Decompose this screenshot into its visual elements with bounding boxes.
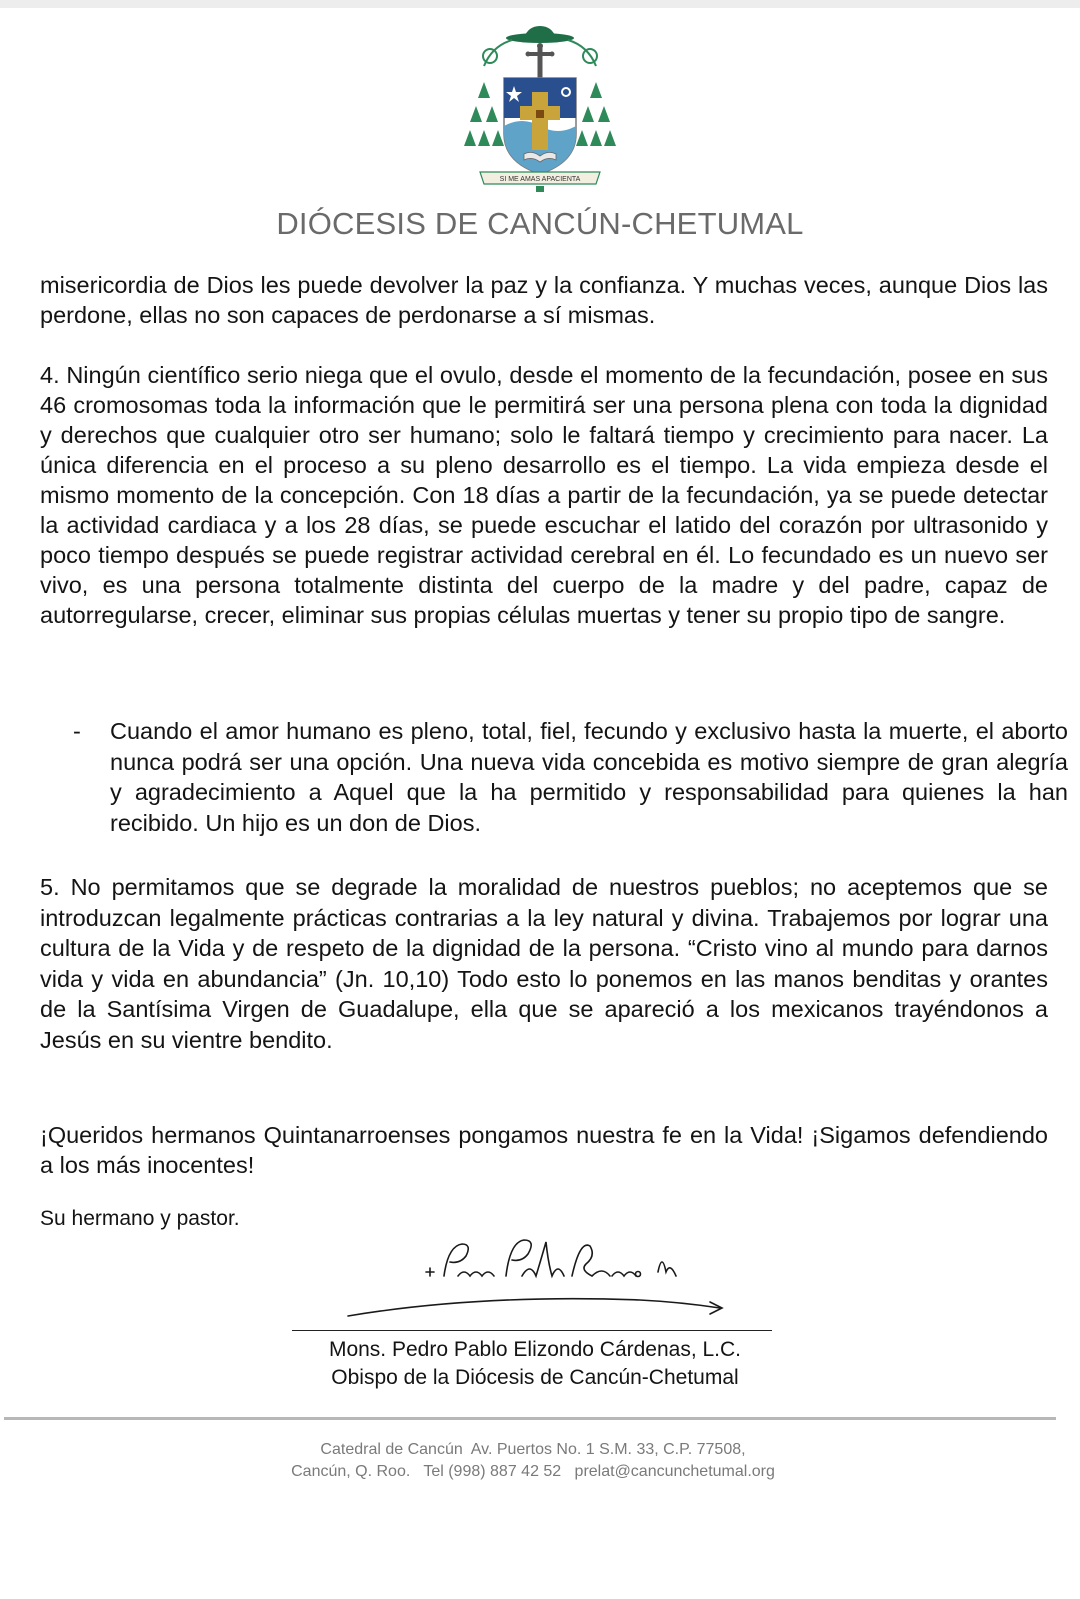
signer-title: Obispo de la Diócesis de Cancún-Chetumal (331, 1366, 739, 1389)
top-band (0, 0, 1080, 8)
footer-contact: Cancún, Q. Roo. Tel (998) 887 42 52 prelat@cancunchetumal.org (291, 1463, 775, 1480)
episcopal-coat-of-arms (462, 26, 618, 196)
body-paragraph-point-4: 4. Ningún científico serio niega que el ovulo, desde el momento de la fecundación, posee en sus 46 cromosomas toda la información que le permitirá ser una persona plena con toda la dignidad y derechos que cualquier otro ser humano; solo le faltará tiempo y crecimiento para nacer. La única diferencia en el proceso a su pleno desarrollo es el tiempo. La vida empieza desde el mismo momento de la concepción. Con 18 días a partir de la fecundación, ya se puede detectar la actividad cardiaca y a los 28 días, se puede escuchar el latido del corazón por ultrasonido y poco tiempo después se puede registrar actividad cerebral en él. Lo fecundado es un nuevo ser vivo, es una persona totalmente distinta del cuerpo de la madre y del padre, capaz de autorregularse, crecer, eliminar sus propias células muertas y tener su propio tipo de sangre. (40, 362, 1048, 628)
footer-divider (4, 1417, 1056, 1420)
signature-line (292, 1330, 772, 1331)
signer-name: Mons. Pedro Pablo Elizondo Cárdenas, L.C. (328, 1338, 742, 1361)
bullet-marker: - (73, 718, 81, 744)
bullet-text: Cuando el amor humano es pleno, total, fiel, fecundo y exclusivo hasta la muerte, el aborto nunca podrá ser una opción. Una nueva vida concebida es motivo siempre de gran alegría y agradecimiento a Aquel que la ha permitido y responsabilidad para quienes la han recibido. Un hijo es un don de Dios. (110, 718, 1068, 836)
body-paragraph-point-5: 5. No permitamos que se degrade la moralidad de nuestros pueblos; no aceptemos que se introduzcan legalmente prácticas contrarias a la ley natural y divina. Trabajemos por lograr una cultura de la Vida y de respeto de la dignidad de la persona. “Cristo vino al mundo para darnos vida y vida en abundancia” (Jn. 10,10) Todo esto lo ponemos en las manos benditas y orantes de la Santísima Virgen de Guadalupe, ella que se apareció a los mexicanos trayéndonos a Jesús en su vientre bendito. (40, 874, 1048, 1053)
closing-salutation: Su hermano y pastor. (40, 1207, 240, 1230)
body-paragraph-continued: misericordia de Dios les puede devolver la paz y la confianza. Y muchas veces, aunque Dios las perdone, ellas no son capaces de perdonarse a sí mismas. (40, 272, 1048, 328)
diocese-title: DIÓCESIS DE CANCÚN-CHETUMAL (276, 206, 804, 241)
body-paragraph-exhortation: ¡Queridos hermanos Quintanarroenses pongamos nuestra fe en la Vida! ¡Sigamos defendiendo a los más inocentes! (40, 1122, 1048, 1178)
handwritten-signature (340, 1232, 740, 1318)
crest-motto: SI ME AMAS APACIENTA (499, 176, 581, 183)
footer-address: Catedral de Cancún Av. Puertos No. 1 S.M. 33, C.P. 77508, (320, 1441, 746, 1458)
